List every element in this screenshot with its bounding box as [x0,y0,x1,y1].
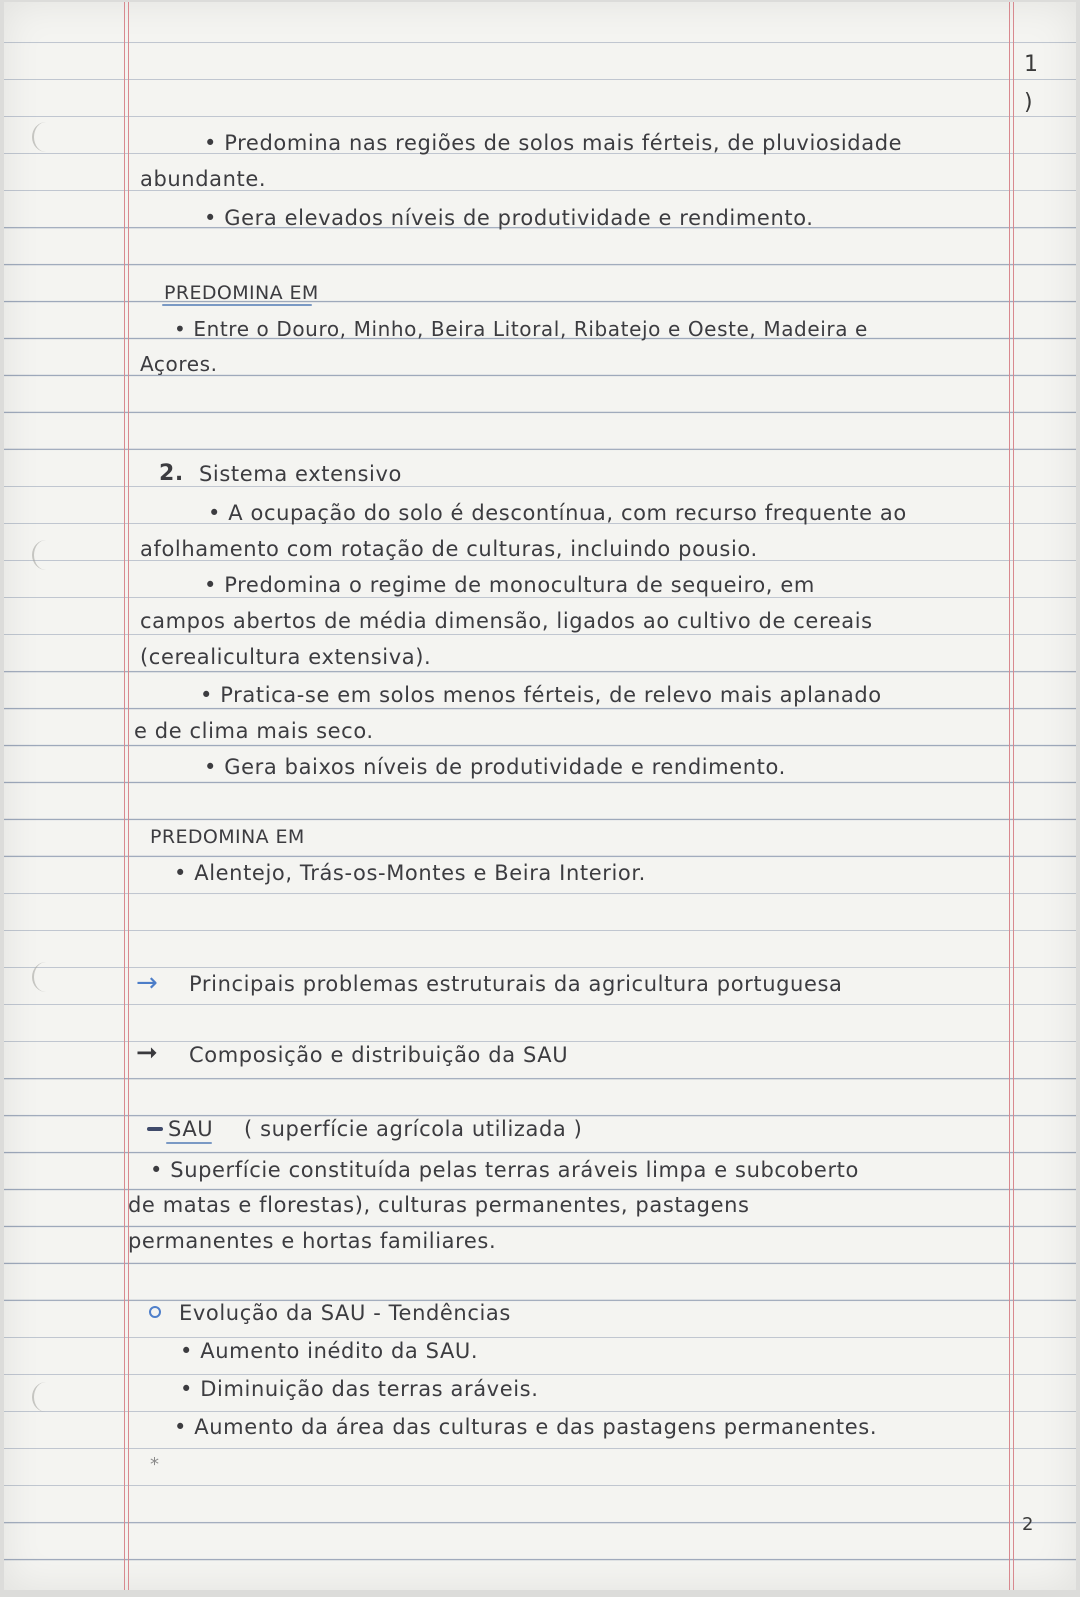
text-line: afolhamento com rotação de culturas, incluindo pousio. [140,537,758,561]
sau-definition: ( superfície agrícola utilizada ) [244,1117,583,1141]
page-number: 2 [1022,1514,1034,1535]
text-line: • Gera elevados níveis de produtividade e rendimento. [204,206,814,230]
list-item: • Diminuição das terras aráveis. [180,1377,539,1401]
topic-heading: Principais problemas estruturais da agricultura portuguesa [189,972,843,996]
text-line: (cerealicultura extensiva). [140,645,432,669]
binder-hole [32,1382,60,1412]
binder-hole [32,540,60,570]
predomina-heading: PREDOMINA EM [150,826,305,848]
text-line: • Alentejo, Trás-os-Montes e Beira Interior. [174,861,646,885]
right-margin-line [1009,2,1010,1590]
left-margin-line-inner [128,2,129,1590]
list-item: • Aumento inédito da SAU. [180,1339,479,1363]
text-line: e de clima mais seco. [134,719,374,743]
arrow-right-bold-icon: ➞ [136,1038,158,1068]
notebook-page [4,2,1076,1590]
right-margin-line-inner [1013,2,1014,1590]
corner-mark: ) [1024,90,1033,115]
text-line: campos abertos de média dimensão, ligados ao cultivo de cereais [140,609,873,633]
text-line: • Predomina nas regiões de solos mais férteis, de pluviosidade [204,131,903,155]
sau-underline [166,1142,212,1144]
text-line: • Entre o Douro, Minho, Beira Litoral, Ribatejo e Oeste, Madeira e [174,317,868,341]
text-line: • Gera baixos níveis de produtividade e rendimento. [204,755,786,779]
corner-mark: 1 [1024,52,1038,77]
asterisk-mark: * [150,1454,159,1475]
topic-heading: Composição e distribuição da SAU [189,1043,569,1067]
ring-bullet-icon [149,1306,161,1318]
text-line: Açores. [140,352,218,376]
binder-hole [32,962,60,992]
text-line: abundante. [140,167,267,191]
section-number: 2. [159,461,184,486]
text-line: permanentes e hortas familiares. [128,1229,497,1253]
text-line: • A ocupação do solo é descontínua, com recurso frequente ao [208,501,907,525]
section-title: Sistema extensivo [199,462,402,486]
heading-underline [162,304,312,306]
text-line: de matas e florestas), culturas permanentes, pastagens [128,1193,750,1217]
text-line: • Superfície constituída pelas terras aráveis limpa e subcoberto [150,1158,859,1182]
arrow-right-icon: → [136,968,158,998]
sau-label: SAU [168,1117,214,1141]
dash-bullet-icon [147,1127,163,1131]
text-line: • Pratica-se em solos menos férteis, de relevo mais aplanado [200,683,882,707]
predomina-heading: PREDOMINA EM [164,282,319,304]
evolucao-title: Evolução da SAU - Tendências [179,1301,511,1325]
left-margin-line [124,2,125,1590]
text-line: • Predomina o regime de monocultura de sequeiro, em [204,573,815,597]
list-item: • Aumento da área das culturas e das pastagens permanentes. [174,1415,878,1439]
binder-hole [32,122,60,152]
